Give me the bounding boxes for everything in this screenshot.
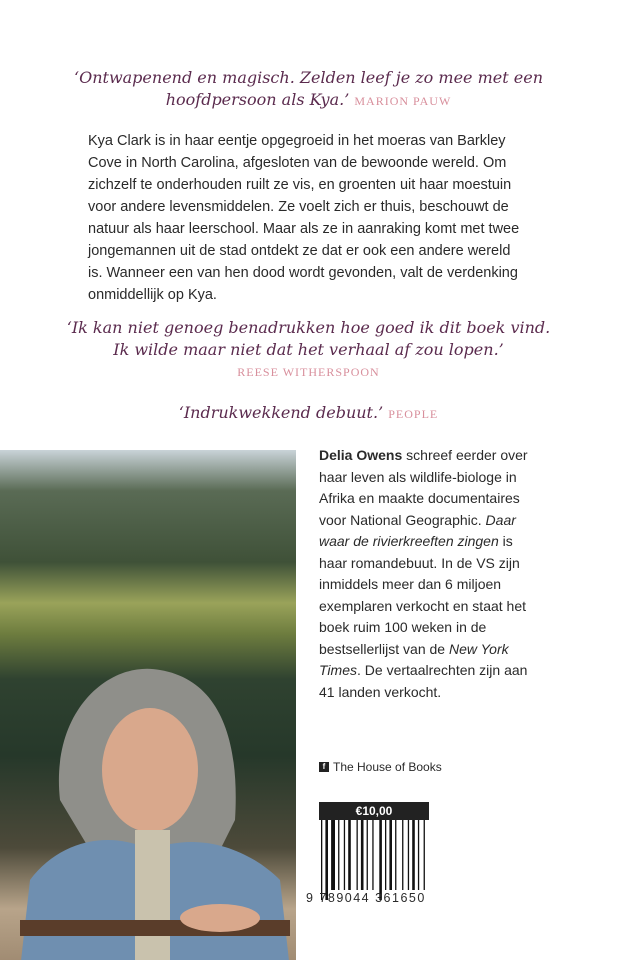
newspaper-name: New York Times xyxy=(319,640,509,678)
publisher xyxy=(319,760,442,774)
quote-author: REESE WITHERSPOON xyxy=(237,365,380,379)
quote-marion-pauw xyxy=(40,67,577,112)
bio-text: . De vertaalrechten zijn aan 41 landen verkocht. xyxy=(319,662,528,700)
barcode-bar xyxy=(357,820,358,890)
quote-line: Ik wilde maar niet dat het verhaal af zou lopen.’ xyxy=(113,340,504,359)
book-title: Daar waar de rivierkreeften zingen xyxy=(319,511,516,549)
author-bio xyxy=(319,445,529,703)
barcode-bar xyxy=(418,820,419,890)
publisher-logo-icon: f xyxy=(319,762,329,772)
quote-line: ‘Ik kan niet genoeg benadrukken hoe goed ik dit boek vind. xyxy=(66,318,551,337)
barcode-bar xyxy=(389,820,392,890)
author-name: Delia Owens xyxy=(319,447,403,463)
barcode-bar xyxy=(321,820,322,900)
author-photo xyxy=(0,450,296,960)
isbn-number: 9 789044 361650 xyxy=(306,891,426,905)
quote-people xyxy=(40,402,577,425)
quote-author: PEOPLE xyxy=(388,407,439,421)
barcode-bar xyxy=(424,820,425,890)
quote-author: MARION PAUW xyxy=(354,94,452,108)
barcode-bar xyxy=(331,820,335,890)
barcode-bar xyxy=(325,820,328,900)
bio-text: is haar romandebuut. In de VS zijn inmiddels meer dan 6 miljoen exemplaren verkocht en staat het boek ruim 100 weken in de bestsellerlijst van de xyxy=(319,533,527,657)
barcode-bar xyxy=(412,820,415,890)
barcode xyxy=(319,820,429,900)
quote-text: ‘Ontwapenend en magisch. Zelden leef je zo mee met een hoofdpersoon als Kya.’ xyxy=(74,68,543,109)
barcode-bar xyxy=(372,820,373,890)
barcode-bar xyxy=(385,820,386,890)
barcode-bar xyxy=(395,820,396,890)
barcode-bar xyxy=(367,820,368,890)
barcode-bar xyxy=(338,820,339,890)
barcode-bar xyxy=(379,820,382,900)
barcode-bar xyxy=(408,820,409,890)
publisher-name: The House of Books xyxy=(333,760,442,774)
price-label: €10,00 xyxy=(319,802,429,820)
barcode-bar xyxy=(348,820,351,890)
barcode-bar xyxy=(402,820,403,890)
bio-text: schreef eerder over haar leven als wildlife-biologe in Afrika en maakte documentaires voor National Geographic. xyxy=(319,447,528,528)
barcode-bar xyxy=(344,820,345,890)
quote-reese-witherspoon xyxy=(40,317,577,383)
quote-text: ‘Indrukwekkend debuut.’ xyxy=(178,403,384,422)
barcode-bar xyxy=(361,820,364,890)
author-figure xyxy=(20,650,290,960)
synopsis: Kya Clark is in haar eentje opgegroeid in het moeras van Barkley Cove in North Carolina, afgesloten van de bewoonde wereld. Om zichzelf te onderhouden ruilt ze vis, en groenten uit haar moestuin voor andere levensmiddelen. Ze voelt zich er thuis, beschouwt de natuur als haar leerschool. Maar als ze in aanraking komt met twee jongemannen uit de stad ontdekt ze dat er ook een andere wereld is. Wanneer een van hen dood wordt gevonden, valt de verdenking onmiddellijk op Kya. xyxy=(88,133,520,303)
